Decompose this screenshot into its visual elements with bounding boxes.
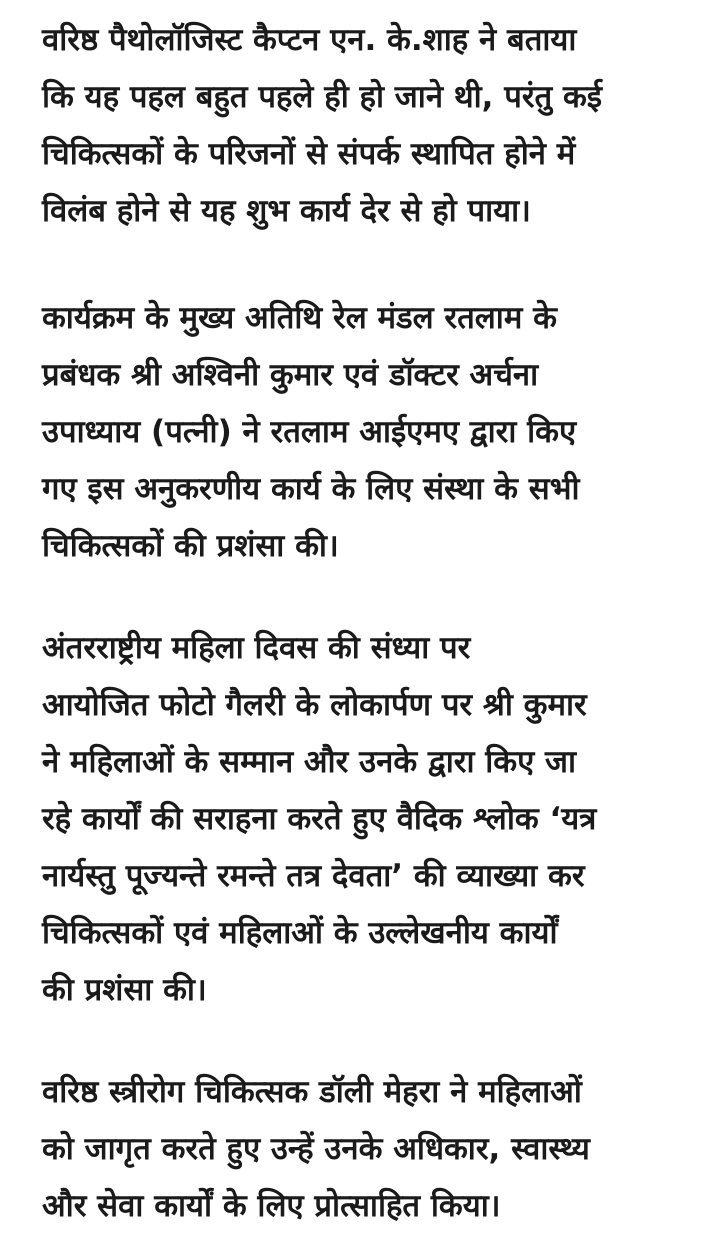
- paragraph-3: [42, 620, 682, 1019]
- paragraph-line: चिकित्सकों एवं महिलाओं के उल्लेखनीय कार्यों: [42, 915, 558, 951]
- paragraph-line: की प्रशंसा की।: [42, 972, 207, 1008]
- paragraph-line: कार्यक्रम के मुख्य अतिथि रेल मंडल रतलाम के: [42, 300, 557, 336]
- paragraph-line: और सेवा कार्यों के लिए प्रोत्साहित किया।: [42, 1188, 501, 1224]
- paragraph-line: गए इस अनुकरणीय कार्य के लिए संस्था के सभी: [42, 471, 580, 507]
- paragraph-line: विलंब होने से यह शुभ कार्य देर से हो पाया।: [42, 193, 531, 229]
- paragraph-line: उपाध्याय (पत्नी) ने रतलाम आईएमए द्वारा किए: [42, 414, 577, 450]
- paragraph-line: को जागृत करते हुए उन्हें उनके अधिकार, स्वास्थ्य: [42, 1131, 590, 1167]
- paragraph-line: रहे कार्यों की सराहना करते हुए वैदिक श्लोक ‘यत्र: [42, 801, 597, 837]
- paragraph-line: कि यह पहल बहुत पहले ही हो जाने थी, परंतु कई: [42, 79, 603, 115]
- paragraph-line: अंतरराष्ट्रीय महिला दिवस की संध्या पर: [42, 630, 471, 666]
- paragraph-2: [42, 290, 682, 575]
- paragraph-line: आयोजित फोटो गैलरी के लोकार्पण पर श्री कुमार: [42, 687, 587, 723]
- paragraph-1: [42, 12, 682, 240]
- paragraph-line: प्रबंधक श्री अश्विनी कुमार एवं डॉक्टर अर्चना: [42, 357, 539, 393]
- paragraph-line: वरिष्ठ स्त्रीरोग चिकित्सक डॉली मेहरा ने महिलाओं: [42, 1074, 582, 1110]
- paragraph-line: चिकित्सकों की प्रशंसा की।: [42, 528, 339, 564]
- paragraph-line: चिकित्सकों के परिजनों से संपर्क स्थापित होने में: [42, 136, 576, 172]
- paragraph-4: [42, 1064, 682, 1235]
- paragraph-line: नार्यस्तु पूज्यन्ते रमन्ते तत्र देवता’ की व्याख्या कर: [42, 858, 585, 894]
- paragraph-line: ने महिलाओं के सम्मान और उनके द्वारा किए जा: [42, 744, 577, 780]
- paragraph-line: वरिष्ठ पैथोलॉजिस्ट कैप्टन एन. के.शाह ने बताया: [42, 22, 577, 58]
